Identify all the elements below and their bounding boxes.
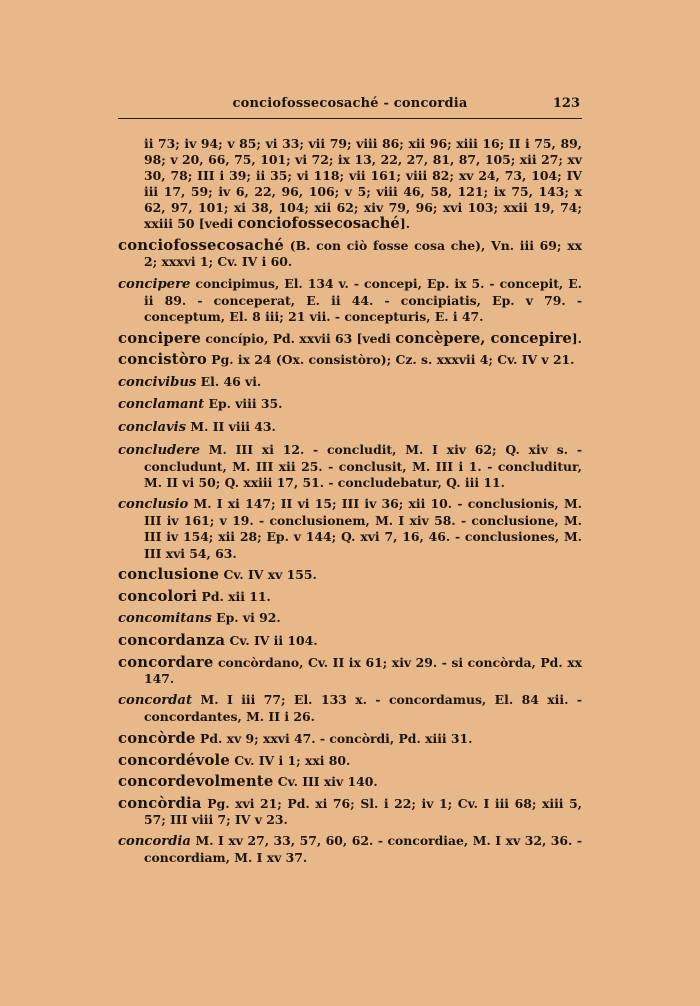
entry-headword: conciofossecosaché xyxy=(118,237,285,255)
entry-headword: conclusio xyxy=(118,497,189,513)
dictionary-entry xyxy=(118,589,582,605)
page-header xyxy=(118,94,582,119)
dictionary-entry xyxy=(118,352,582,368)
entry-body: Pg. ix 24 (Ox. consistòro); Cz. s. xxxvii 4; Cv. IV v 21. xyxy=(206,352,575,368)
entry-body: M. I iii 77; El. 133 x. - concordamus, El. 84 xii. - concordantes, M. II i 26. xyxy=(144,692,582,725)
entry-headword: conclavis xyxy=(118,419,187,435)
entry-headword: concordevolmente xyxy=(118,773,274,791)
dictionary-entry xyxy=(118,442,582,491)
entry-body: M. I xv 27, 33, 57, 60, 62. - concordiae, M. I xv 32, 36. - concordiam, M. I xv 37. xyxy=(144,833,582,866)
entry-headword: concòrdia xyxy=(118,794,202,812)
dictionary-entry xyxy=(118,796,582,828)
dictionary-entry xyxy=(118,419,582,436)
entry-headword: concistòro xyxy=(118,351,207,369)
entry-headword: concordanza xyxy=(118,631,226,649)
running-head: conciofossecosaché - concordia xyxy=(232,96,468,111)
entry-body: M. III xi 12. - concludit, M. I xiv 62; Q. xiv s. - concludunt, M. III xii 25. - conclusit, M. III i 1. - concluditur, M. II vi 50; Q. xxiii 17, 51. - concludebatur, Q. iii 11. xyxy=(144,441,582,490)
entry-body: M. I xi 147; II vi 15; III iv 36; xii 10. - conclusionis, M. III iv 161; v 19. - conclusionem, M. I xiv 58. - conclusione, M. III iv 154; xii 28; Ep. v 144; Q. xvi 7, 16, 46. - conclusiones, M. III xvi 54, 63. xyxy=(144,496,582,561)
entry-headword: conclusione xyxy=(118,566,220,584)
dictionary-entry xyxy=(118,731,582,747)
entry-body: Cv. IV xv 155. xyxy=(219,567,317,583)
entry-headword: concipere xyxy=(118,329,202,347)
entry-body: Pg. xvi 21; Pd. xi 76; Sl. i 22; iv 1; Cv. I iii 68; xiii 5, 57; III viii 7; IV v 23. xyxy=(144,795,582,827)
entry-body: (B. con ciò fosse cosa che), Vn. iii 69; xx 2; xxxvi 1; Cv. IV i 60. xyxy=(144,238,582,270)
entry-headword: concipere xyxy=(118,276,191,292)
entry-headword: concivibus xyxy=(118,374,197,390)
dictionary-entry xyxy=(118,655,582,687)
entry-body: Pd. xii 11. xyxy=(197,588,271,604)
dictionary-entry xyxy=(118,774,582,790)
entry-body: Cv. IV ii 104. xyxy=(225,632,318,648)
entry-body: concipimus, El. 134 v. - concepi, Ep. ix 5. - concepit, E. ii 89. - conceperat, E. ii 44. - concipiatis, Ep. v 79. - conceptum, El. 8 iii; 21 vii. - concepturis, E. i 47. xyxy=(144,275,582,324)
entry-headword: conclamant xyxy=(118,397,205,413)
dictionary-entry xyxy=(118,692,582,725)
entry-headword: concludere xyxy=(118,442,200,458)
entry-headword: concolori xyxy=(118,587,198,605)
entry-headword: concomitans xyxy=(118,611,212,627)
entry-body: El. 46 vi. xyxy=(196,373,262,389)
entry-body: Ep. viii 35. xyxy=(204,396,283,412)
dictionary-entry xyxy=(118,374,582,391)
entry-tail: ]. xyxy=(571,330,582,346)
entry-body: concòrdano, Cv. II ix 61; xiv 29. - si concòrda, Pd. xx 147. xyxy=(144,654,582,686)
entry-body: Cv. III xiv 140. xyxy=(273,774,378,790)
dictionary-entry xyxy=(118,396,582,413)
dictionary-entry xyxy=(118,238,582,270)
dictionary-entry xyxy=(118,136,582,233)
entry-body: M. II viii 43. xyxy=(186,418,276,434)
dictionary-entry xyxy=(118,276,582,325)
entry-headword: concordat xyxy=(118,693,193,709)
dictionary-entry xyxy=(118,496,582,561)
entry-body: ii 73; iv 94; v 85; vi 33; vii 79; viii 86; xii 96; xiii 16; II i 75, 89, 98; v 20, 66, 75, 101; vi 72; ix 13, 22, 27, 81, 87, 105; xii 27; xv 30, 78; III i 39; ii 35; vi 118; vii 161; viii 82; xv 24, 73, 104; IV iii 17, 59; iv 6, 22, 96, 106; v 5; viii 46, 58, 121; ix 75, 143; x 62, 97, 101; xi 38, 104; xii 62; xiv 79, 96; xvi 103; xxii 19, 74; xxiii 50 [vedi xyxy=(144,136,582,232)
entry-headword: concòrde xyxy=(118,729,196,747)
entry-body: Pd. xv 9; xxvi 47. - concòrdi, Pd. xiii 31. xyxy=(195,730,473,746)
entry-headword: concordévole xyxy=(118,751,230,769)
page-number: 123 xyxy=(552,96,580,111)
dictionary-entry xyxy=(118,567,582,583)
dictionary-entry xyxy=(118,633,582,649)
dictionary-entry xyxy=(118,331,582,347)
entry-body: concípio, Pd. xxvii 63 [vedi xyxy=(201,330,396,346)
entry-body: Cv. IV i 1; xxi 80. xyxy=(229,752,351,768)
entry-tail: ]. xyxy=(399,216,411,232)
entry-headword: concordia xyxy=(118,834,191,850)
cross-reference: concèpere, concepire xyxy=(395,329,572,347)
dictionary-entry xyxy=(118,833,582,866)
dictionary-entry xyxy=(118,610,582,627)
cross-reference: conciofossecosaché xyxy=(237,215,400,233)
entry-body: Ep. vi 92. xyxy=(211,610,281,626)
dictionary-entry xyxy=(118,753,582,769)
entry-headword: concordare xyxy=(118,653,214,671)
entry-list xyxy=(118,136,582,872)
